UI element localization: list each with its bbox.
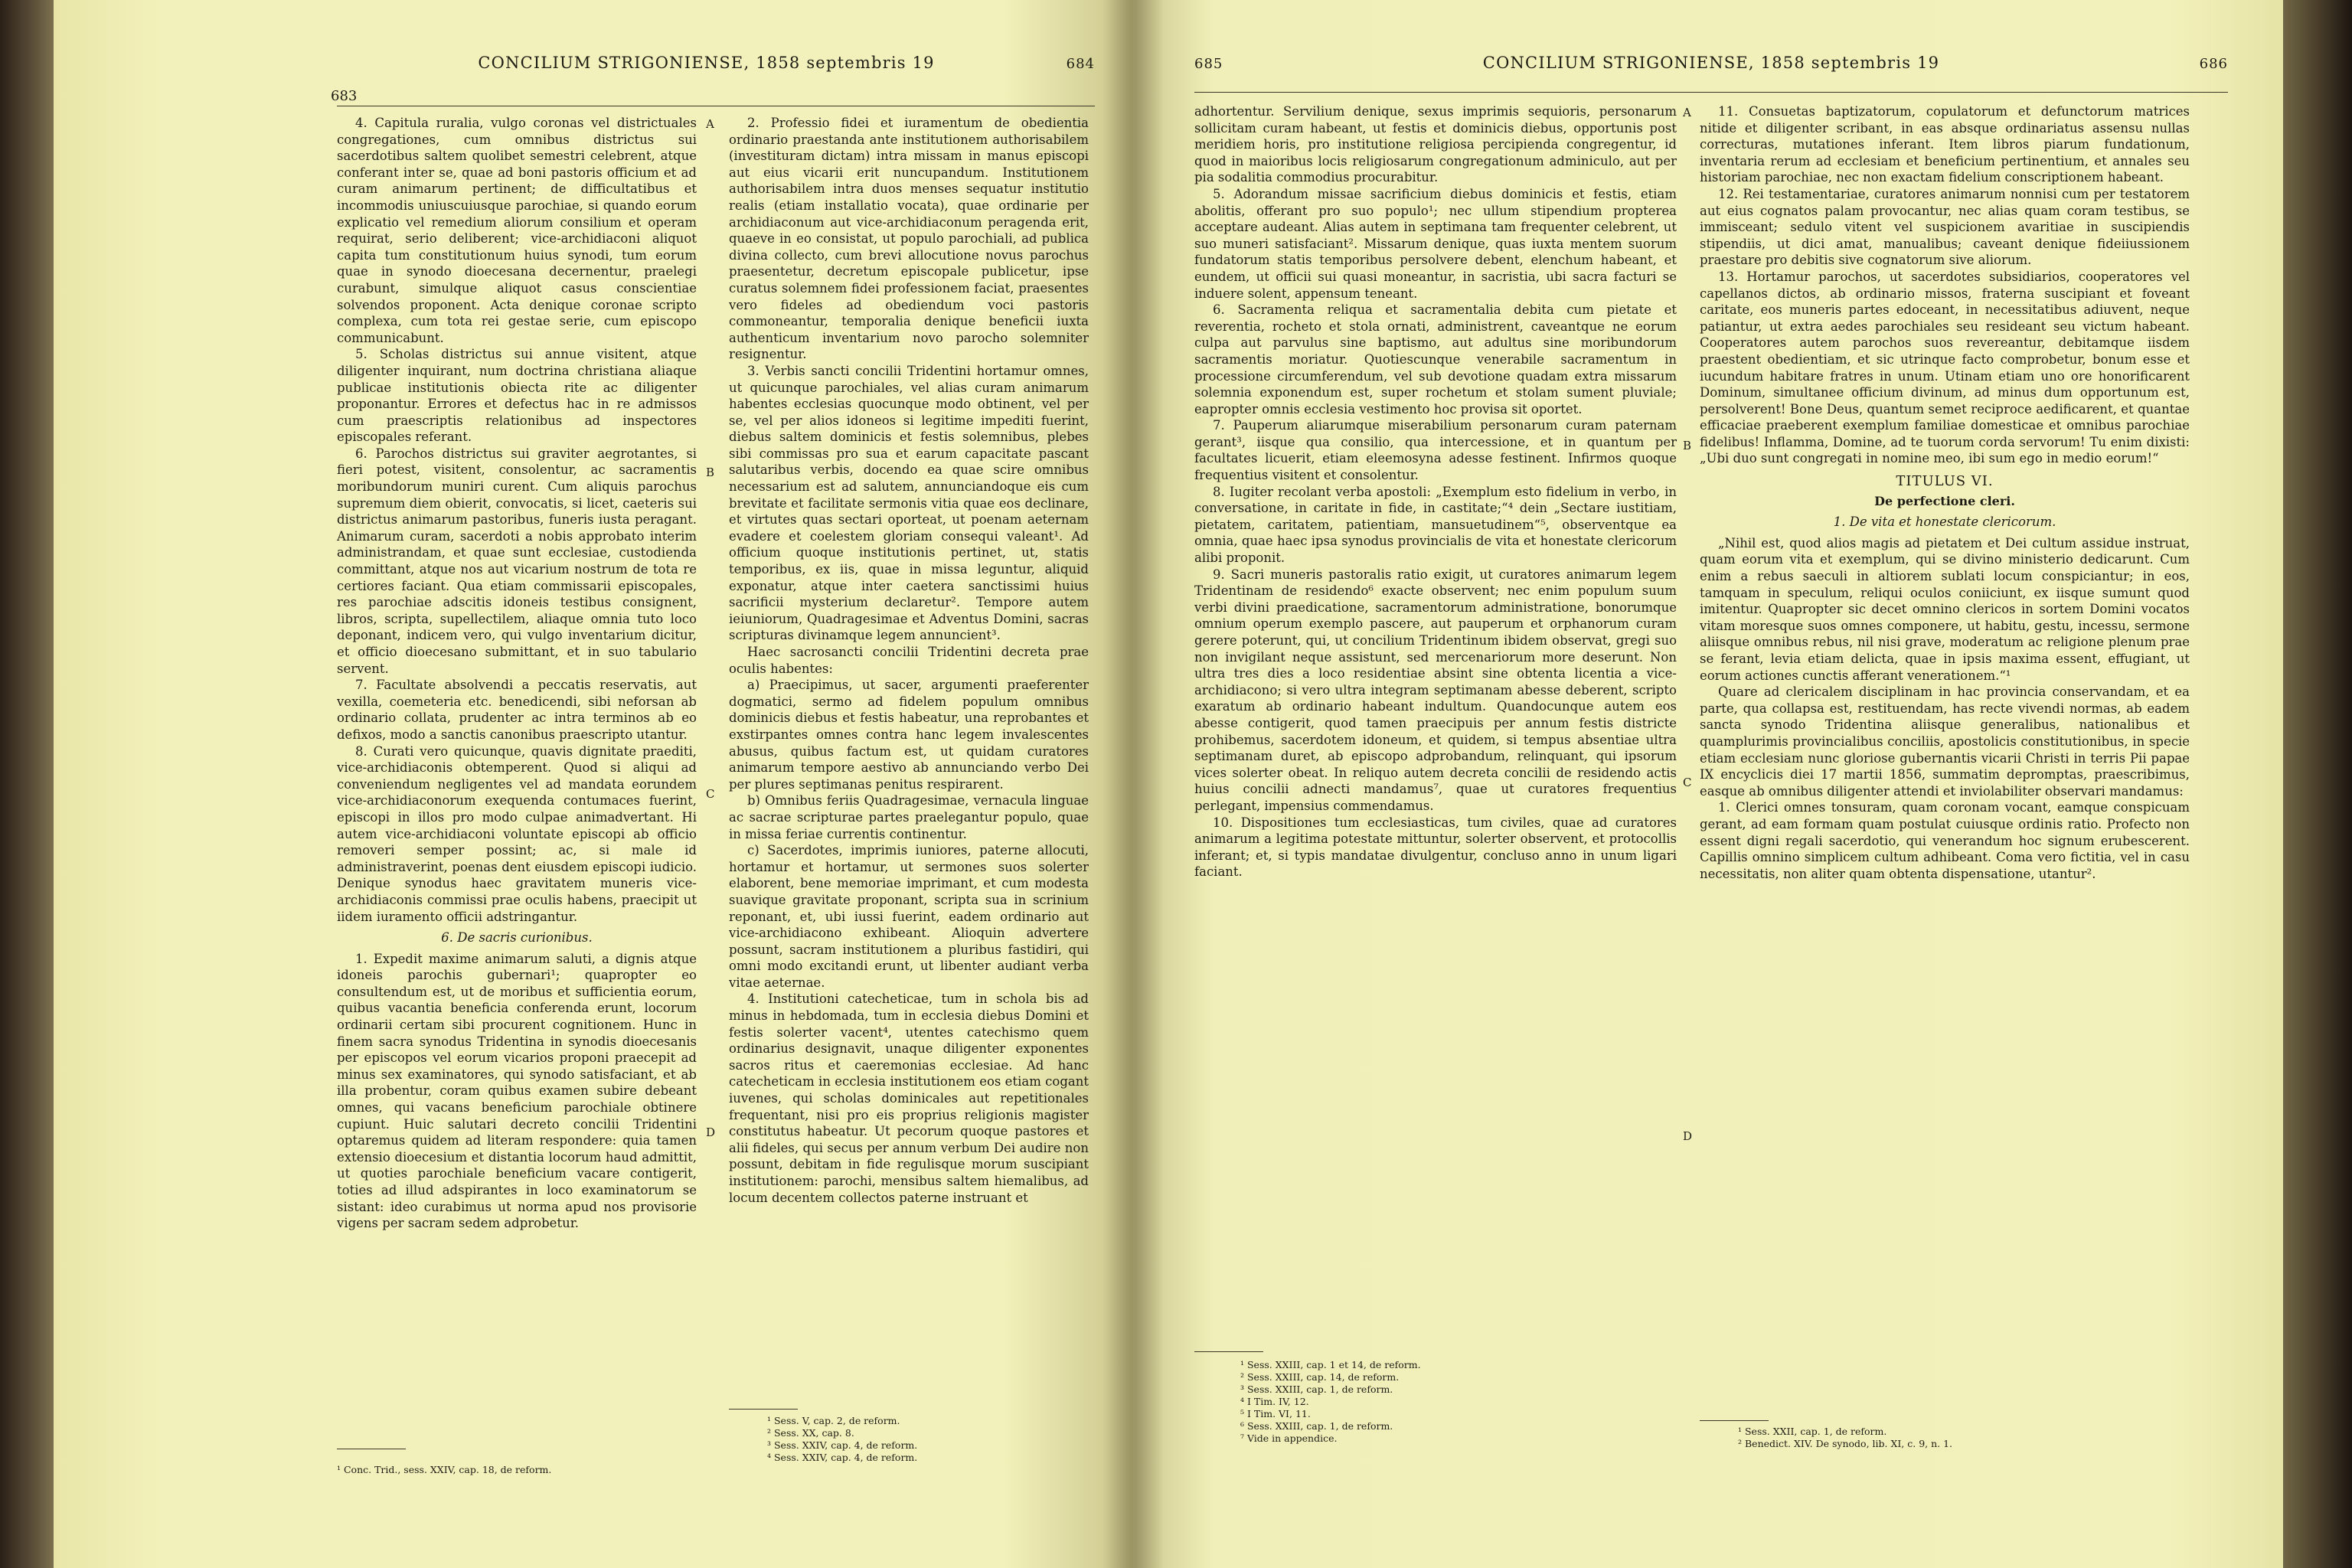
paragraph: 8. Curati vero quicunque, quavis dignitate praediti, vice-archidiaconis obtemperent. Quod si aliqui ad conveniendum negligentes vel ad mandata eorundem vice-archidiaconorum exequenda contumaces fuerint, episcopi in illos pro modo culpae animadvertant. Hi autem vice-archidiaconi voluntate episcopi ab officio removeri semper possint; ac, si male id administraverint, poenas dent eiusdem episcopi iudicio. Denique synodus haec gravitatem muneris vice-archidiaconis commissi prae oculis habens, praecipit ut iidem iuramento officii adstringantur. <box>337 743 697 924</box>
footnote: ¹ Sess. XXII, cap. 1, de reform. <box>1738 1426 1887 1437</box>
paragraph: Haec sacrosancti concilii Tridentini decreta prae oculis habentes: <box>729 645 1089 676</box>
margin-marker-a: A <box>706 117 714 131</box>
page-number-683: 683 <box>331 88 358 104</box>
paragraph: adhortentur. Servilium denique, sexus imprimis sequioris, personarum sollicitam curam habeant, ut festis et dominicis diebus, opportunis post meridiem horis, pro institutione religiosa percipienda congregentur, id quod in maioribus locis religiosarum congregationum adminiculo, aut per pia sodalitia commodius procurabitur. <box>1194 104 1677 185</box>
footnote: ⁶ Sess. XXIII, cap. 1, de reform. <box>1240 1420 1393 1432</box>
margin-marker-b: B <box>1683 439 1692 452</box>
footnote: ³ Sess. XXIII, cap. 1, de reform. <box>1240 1383 1393 1395</box>
paragraph: 5. Adorandum missae sacrificium diebus dominicis et festis, etiam abolitis, offerant pro suo populo¹; nec ullum stipendium propterea acceptare audeant. Alias autem in septimana tam frequenter celebrent, ut suo muneri satisfaciant². Missarum denique, quas iuxta mentem suorum fundatorum statis temporibus persolvere debent, elenchum habeant, et eundem, ut officii sui quasi moneantur, in sacristia, ubi sacra facturi se induere solent, appensum teneant. <box>1194 186 1677 301</box>
book-edge-right <box>2283 0 2352 1568</box>
paragraph: 8. Iugiter recolant verba apostoli: „Exemplum esto fidelium in verbo, in conversatione, in caritate in fide, in castitate;“⁴ dein „Sectare iustitiam, pietatem, caritatem, patientiam, mansuetudinem“⁵, observentque ea omnia, quae haec ipsa synodus provincialis de vita et honestate clericorum alibi proponit. <box>1194 484 1677 566</box>
footnote: ² Sess. XXIII, cap. 14, de reform. <box>1240 1371 1400 1383</box>
page-number-686: 686 <box>2199 56 2228 72</box>
book-edge-left <box>0 0 54 1568</box>
title-heading: TITULUS VI. <box>1896 473 1994 490</box>
footnote: ⁴ I Tim. IV, 12. <box>1240 1396 1309 1407</box>
page-number-685: 685 <box>1194 56 1223 72</box>
paragraph: 6. Sacramenta reliqua et sacramentalia debita cum pietate et reverentia, rocheto et stola ornati, administrent, caveantque ne eorum culpa aut parvulus sine baptismo, aut adultus sine moribundorum sacramentis moriatur. Quotiescunque venerabile sacramentum in processione circumferendum, vel sub devotione quadam extra missarum solemnia exponendum est, super rochetum et stolam sument pluviale; eapropter omnis ecclesia vestimento hoc provisa sit oportet. <box>1194 302 1677 416</box>
footnote-rule <box>729 1409 798 1410</box>
paragraph: 1. Clerici omnes tonsuram, quam coronam vocant, eamque conspicuam gerant, ad eam formam quam postulat cuiusque ordinis ratio. Profecto non essent digni regali sacerdotio, qui venerandum hoc signum erubescerent. Capillis omnino simplicem cultum adhibeant. Coma vero fictitia, vel in casu necessitatis, non aliter quam obtenta dispensatione, utantur². <box>1700 800 2190 881</box>
paragraph: 2. Professio fidei et iuramentum de obedientia ordinario praestanda ante institutionem authorisabilem (investituram dictam) intra missam in manus episcopi aut eius vicarii erit nuncupandum. Institutionem authorisabilem intra duos menses sequatur institutio realis (etiam installatio vocata), quae ordinarie per archidiaconum aut vice-archidiaconum peragenda erit, quaeve in eo consistat, ut populo parochiali, ad publica divina collecto, cum brevi allocutione novus parochus praesentetur, decretum episcopale publicetur, ipse curatus solemnem fidei professionem faciat, praesentes vero fideles ad obediendum voci pastoris commoneantur, temporalia denique beneficii iuxta authenticum inventarium novo parocho solemniter resignentur. <box>729 116 1089 362</box>
left-page <box>54 0 1133 1568</box>
footnotes-686 <box>1738 1426 2182 1450</box>
left-running-title: CONCILIUM STRIGONIENSE, 1858 septembris 19 <box>478 54 935 72</box>
footnote: ² Sess. XX, cap. 8. <box>767 1427 854 1439</box>
footnote: ⁵ I Tim. VI, 11. <box>1240 1408 1311 1419</box>
paragraph: 4. Institutioni catecheticae, tum in schola bis ad minus in hebdomada, tum in ecclesia diebus Domini et festis solerter vacent⁴, utentes catechismo quem ordinarius designavit, unaque diligenter exponentes sacros ritus et caeremonias ecclesiae. Ad hanc catecheticam in ecclesia institutionem eos etiam cogant iuvenes, qui scholas dominicales aut repetitionales frequentant, nisi pro eis proprius religionis magister constitutus habeatur. Ut pecorum quoque pastores et alii fideles, qui secus per annum verbum Dei audire non possunt, debitam in fide regulisque morum suscipiant institutionem: parochi, mensibus saltem hiemalibus, ad locum decentem collectos paterne instruant et <box>729 991 1089 1205</box>
right-running-head <box>1194 54 2228 72</box>
paragraph: c) Sacerdotes, imprimis iuniores, paterne allocuti, hortamur et hortamur, ut sermones suos solerter elaborent, bene memoriae imprimant, et cum modesta suavique gravitate proponant, scripta sua in scrinium reponant, et, ubi iussi fuerint, eadem ordinario aut vice-archidiacono exhibeant. Alioquin advertere possunt, sacram institutionem a pluribus fastidiri, qui omni modo excitandi erunt, ut libenter audiant verba vitae aeternae. <box>729 843 1089 990</box>
paragraph: b) Omnibus feriis Quadragesimae, vernacula linguae ac sacrae scripturae partes praelegantur populo, quae in missa feriae currentis continentur. <box>729 793 1089 841</box>
paragraph: 5. Scholas districtus sui annue visitent, atque diligenter inquirant, num doctrina christiana aliaque publicae institutionis obiecta rite ac diligenter proponantur. Errores et defectus hac in re admissos cum praescriptis relationibus ad inspectores episcopales referant. <box>337 347 697 445</box>
paragraph: 6. Parochos districtus sui graviter aegrotantes, si fieri potest, visitent, consolentur, ac sacramentis moribundorum muniri curent. Cum aliquis parochus supremum diem obierit, convocatis, si licet, caeteris sui districtus animarum pastoribus, funeris iusta peragant. Animarum curam, sacerdoti a nobis approbato interim administrandam, et quae sunt ecclesiae, custodienda committant, atque nos aut vicarium nostrum de tota re certiores faciant. Qua etiam commissarii episcopales, res parochiae adscitis idoneis testibus consignent, libros, scripta, supellectilem, aliaque omnia tuto loco deponant, indicem vero, qui vulgo inventarium dicitur, et officio dioecesano submittant, et in suo tabulario servent. <box>337 446 697 676</box>
footnote-rule <box>1194 1351 1263 1352</box>
footnote: ¹ Sess. V, cap. 2, de reform. <box>767 1415 900 1426</box>
paragraph: „Nihil est, quod alios magis ad pietatem et Dei cultum assidue instruat, quam eorum vita et exemplum, qui se divino ministerio dedicarunt. Cum enim a rebus saeculi in altiorem sublati locum conspiciantur; in eos, tamquam in speculum, reliqui oculos coniiciunt, ex iisque sumunt quod imitentur. Quapropter sic decet omnino clericos in sortem Domini vocatos vitam moresque suos omnes componere, ut habitu, gestu, incessu, sermone aliisque omnibus rebus, nil nisi grave, moderatum ac religione plenum prae se ferant, levia etiam delicta, quae in ipsis maxima essent, effugiant, ut eorum actiones cunctis afferant venerationem.“¹ <box>1700 535 2190 683</box>
paragraph: a) Praecipimus, ut sacer, argumenti praeferenter dogmatici, sermo ad fidelem populum omnibus dominicis diebus et festis habeatur, una reprobantes et exstirpantes omnes contra hanc legem invalescentes abusus, quibus factum est, ut quidam curatores animarum tempore aestivo ab annunciando verbo Dei per plures septimanas penitus respirarent. <box>729 678 1089 792</box>
paragraph: 12. Rei testamentariae, curatores animarum nonnisi cum per testatorem aut eius cognatos palam provocantur, nec alias quam coram testibus, se immisceant; sedulo vitent vel suspicionem avaritiae in suscipiendis stipendiis, ut dici amat, manualibus; caveant denique fideiiussionem praestare pro debitis sive cognatorum sive aliorum. <box>1700 186 2190 268</box>
paragraph: 1. Expedit maxime animarum saluti, a dignis atque idoneis parochis gubernari¹; quapropter eo consultendum est, ut de moribus et sufficientia eorum, quibus vacantia beneficia conferenda erunt, locorum ordinarii certam sibi procurent cognitionem. Hunc in finem sacra synodus Tridentina in synodis dioecesanis per episcopos vel eorum vicarios proponi praecepit ad minus sex examinatores, qui synodo satisfaciant, et ab illa probentur, coram quibus examen subire debeant omnes, qui vacans beneficium parochiale obtinere cupiunt. Huic salutari decreto concilii Tridentini optaremus quidem ad literam respondere: quia tamen extensio dioecesium et distantia locorum haud admittit, ut quoties parochiale beneficium vacare contigerit, toties ad illud adspirantes in loco examinatorum se sistant: ideo curabimus ut norma apud nos provisorie vigens per sacram sedem adprobetur. <box>337 951 697 1231</box>
paragraph: 3. Verbis sancti concilii Tridentini hortamur omnes, ut quicunque parochiales, vel alias curam animarum habentes ecclesias quocunque modo obtinent, vel per se, vel per alios idoneos si legitime impediti fuerint, diebus saltem dominicis et festis solemnibus, plebes sibi commissas pro sua et earum capacitate pascant salutaribus verbis, docendo ea quae scire omnibus necessarium est ad salutem, annunciandoque eis cum brevitate et facilitate sermonis vitia quae eos declinare, et virtutes quas sectari oporteat, ut poenam aeternam evadere et coelestem gloriam consequi valeant¹. Ad officium quoque institutionis pertinet, ut, statis temporibus, ex iis, quae in missa leguntur, aliquid exponatur, atque inter caetera sanctissimi huius sacrificii mysterium declaretur². Tempore autem ieiuniorum, Quadragesimae et Adventus Domini, sacras scripturas divinamque legem annuncient³. <box>729 363 1089 643</box>
page-number-684: 684 <box>1066 56 1095 72</box>
footnote: ⁷ Vide in appendice. <box>1240 1432 1338 1444</box>
footnote-rule <box>1700 1420 1769 1421</box>
title-subheading: De perfectione cleri. <box>1874 493 2015 508</box>
footnote: ³ Sess. XXIV, cap. 4, de reform. <box>767 1439 918 1451</box>
right-running-title: CONCILIUM STRIGONIENSE, 1858 septembris 19 <box>1482 54 1940 72</box>
paragraph: 7. Facultate absolvendi a peccatis reservatis, aut vexilla, coemeteria etc. benedicendi, sibi neforsan ab ordinario collata, prudenter ac intra terminos ab eo defixos, modo a sanctis canonibus praescripto utantur. <box>337 678 697 742</box>
column-684 <box>729 115 1089 1206</box>
paragraph: 4. Capitula ruralia, vulgo coronas vel districtuales congregationes, cum omnibus districtus sui sacerdotibus saltem quolibet semestri celebrent, atque conferant inter se, quae ad boni pastoris officium et ad curam animarum pertinent; de difficultatibus et incommodis uniuscuiusque parochiae, si quando eorum explicatio vel remedium aliorum consilium et operam requirat, serio deliberent; vice-archidiaconi aliquot capita tum constitutionum huius synodi, tum eorum quae in synodo dioecesana decernentur, praelegi curabunt, simulque aliquot casus conscientiae solvendos proponent. Acta denique coronae scripto complexa, cum tota rei gestae serie, cum episcopo communicabunt. <box>337 116 697 345</box>
column-685 <box>1194 103 1677 880</box>
paragraph: Quare ad clericalem disciplinam in hac provincia conservandam, et ea parte, qua collapsa est, restituendam, has recte vivendi normas, ab eadem sancta synodo Tridentina aliisque generalibus, nationalibus et quamplurimis provincialibus conciliis, apostolicis constitutionibus, in specie etiam ecclesiam nunc gloriose gubernantis vicarii Christi in terris Pii papae IX encyclicis diei 17 martii 1856, summatim depromptas, praescribimus, easque ab omnibus diligenter attendi et inviolabiliter observari mandamus: <box>1700 684 2190 799</box>
margin-marker-c: C <box>1683 776 1692 789</box>
margin-marker-d: D <box>706 1125 716 1139</box>
paragraph: 7. Pauperum aliarumque miserabilium personarum curam paternam gerant³, iisque qua consilio, qua intercessione, et in quantum per facultates licuerit, etiam eleemosyna adesse festinent. Infirmos quoque frequentius visitent et consolentur. <box>1194 418 1677 483</box>
footnotes-683 <box>337 1464 697 1476</box>
footnotes-685 <box>1240 1359 1669 1445</box>
column-686 <box>1700 103 2190 882</box>
paragraph: 9. Sacri muneris pastoralis ratio exigit, ut curatores animarum legem Tridentinam de residendo⁶ exacte observent; nec enim populum suum verbi divini praedicatione, sacramentorum administratione, bonorumque omnium operum exemplo pascere, aut pauperum et orphanorum curam gerere poterunt, qui, ut concilium Tridentinum ibidem observat, gregi suo non invigilant neque assistunt, sed mercenariorum more deserunt. Non ultra tres dies a loco residentiae absint sine obtenta licentia a vice-archidiacono; si vero ultra integram septimanam abesse deberent, scripto exaratum ab ordinario habeant indultum. Quandocunque autem eos abesse contigerit, quod tamen praecipuis per annum festis districte prohibemus, sacerdotem idoneum, et quidem, si tempus absentiae ultra septimanam duret, ab episcopo adprobandum, relinquant, qui ipsorum vices solerter obeat. In reliquo autem decreta concilii de residendo actis huius concilii adnecti mandamus⁷, quae ut curatores frequentius perlegant, impensius commendamus. <box>1194 567 1677 813</box>
section-heading: 1. De vita et honestate clericorum. <box>1833 514 2056 530</box>
paragraph: 11. Consuetas baptizatorum, copulatorum et defunctorum matrices nitide et diligenter scribant, in eas absque ordinariatus assensu nullas correcturas, mutationes inferant. Item libros piarum fundationum, inventaria rerum ad ecclesiam et beneficium pertinentium, et annales seu historiam parochiae, nec non exactam fidelium conscriptionem habeant. <box>1700 104 2190 185</box>
paragraph: 10. Dispositiones tum ecclesiasticas, tum civiles, quae ad curatores animarum a legitima potestate mittuntur, solerter observent, et protocollis inferant; et, si typis mandatae divulgentur, concluso anno in unum ligari faciant. <box>1194 815 1677 880</box>
footnote: ¹ Conc. Trid., sess. XXIV, cap. 18, de reform. <box>337 1464 552 1475</box>
margin-marker-c: C <box>706 787 715 801</box>
footnotes-684 <box>767 1415 1089 1464</box>
footnote: ⁴ Sess. XXIV, cap. 4, de reform. <box>767 1452 918 1463</box>
margin-marker-a: A <box>1683 106 1691 119</box>
footnote: ² Benedict. XIV. De synodo, lib. XI, c. 9, n. 1. <box>1738 1438 1953 1449</box>
margin-marker-d: D <box>1683 1129 1693 1143</box>
footnote: ¹ Sess. XXIII, cap. 1 et 14, de reform. <box>1240 1359 1421 1370</box>
column-683 <box>337 115 697 1232</box>
right-page <box>1133 0 2283 1568</box>
section-heading: 6. De sacris curionibus. <box>441 930 593 946</box>
paragraph: 13. Hortamur parochos, ut sacerdotes subsidiarios, cooperatores vel capellanos dictos, ab ordinario missos, fraterna suscipiant et foveant caritate, eos muneris partes edoceant, in necessitatibus adiuvent, neque patiantur, ut extra aedes parochiales seu resideant seu victum habeant. Cooperatores autem parochos suos revereantur, debitamque iisdem praestent obedientiam, et sic utrinque facto comprobetur, bonum esse et iucundum habitare fratres in unum. Utinam etiam uno ore honorificarent Dominum, simultanee officium divinum, ad minus dum opportunum est, persolverent! Bone Deus, quantum semet reciproce aedificarent, et quantae efficaciae praeberent exemplum familiae domesticae et omnibus parochiae fidelibus! Inflamma, Domine, ad te tuorum corda servorum! Tu enim dixisti: „Ubi duo sunt congregati in nomine meo, ibi sum ego in medio eorum!“ <box>1700 269 2190 466</box>
book-gutter <box>1102 0 1164 1568</box>
margin-marker-b: B <box>706 466 715 479</box>
left-running-head <box>337 54 1095 72</box>
header-rule-right <box>1194 92 2228 93</box>
